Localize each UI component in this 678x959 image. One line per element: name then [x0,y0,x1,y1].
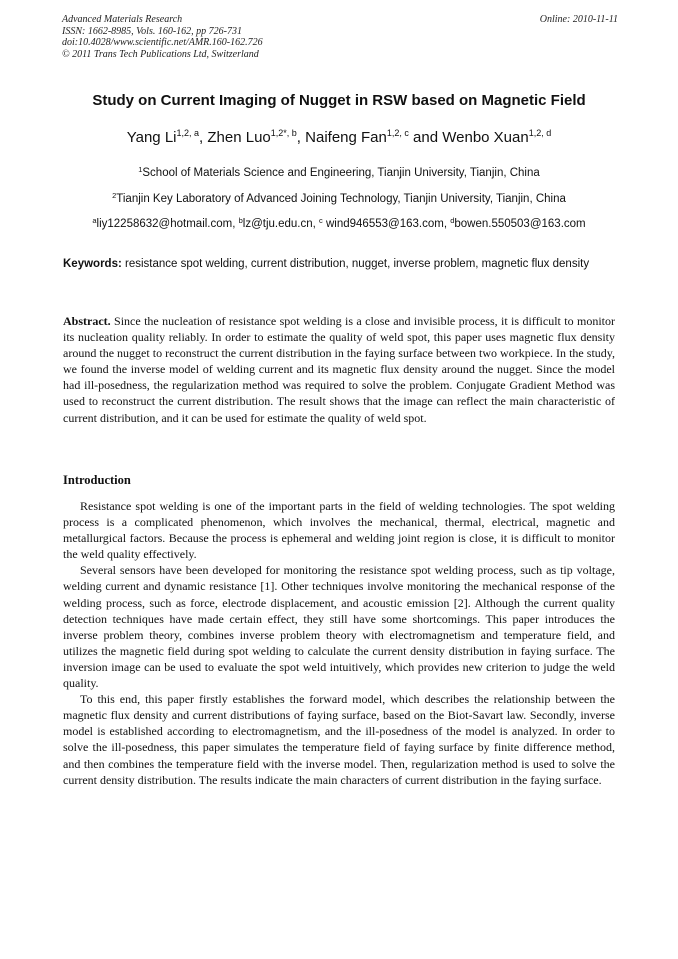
keywords-text: resistance spot welding, current distribution, nugget, inverse problem, magnetic flux density [121,258,590,270]
introduction-body [63,498,615,788]
doi-line: doi:10.4028/www.scientific.net/AMR.160-162.726 [62,37,263,48]
email-mark: b [238,216,243,225]
online-date: Online: 2010-11-11 [539,14,618,25]
email-separator: , [232,218,239,230]
email-address: liy12258632@hotmail.com [96,218,233,230]
email-address: lz@tju.edu.cn [242,218,313,230]
email-mark: a [92,216,97,225]
paragraph: To this end, this paper firstly establishes the forward model, which describes the relationship between the magnetic flux density and current distributions of faying surface, based on the Biot-Savart law. Secondly, inverse model is established according to electromagnetism, and the ill-posedness of the model is analyzed. In order to solve the ill-posedness, this paper simulates the temperature field of faying surface by finite difference method, and then combines the temperature field with the inverse model. Then, regularization method is used to solve the current density distribution. The results indicate the main characters of current distribution in the faying surface. [63,692,615,787]
paper-title: Study on Current Imaging of Nugget in RSW based on Magnetic Field [92,92,586,109]
author-affiliation-mark: 1,2, a [176,128,200,138]
author-list [20,129,658,146]
affiliation-text: School of Materials Science and Engineering, Tianjin University, Tianjin, China [142,167,540,179]
author-affiliation-mark: 1,2*, b [270,128,297,138]
journal-name: Advanced Materials Research [62,14,183,25]
publication-header [62,14,618,60]
author-affiliation-mark: 1,2, d [528,128,552,138]
email-address: wind946553@163.com [322,218,444,230]
copyright-line: © 2011 Trans Tech Publications Ltd, Switzerland [62,48,259,60]
issn-line: ISSN: 1662-8985, Vols. 160-162, pp 726-731 [62,25,242,37]
affiliation-mark: 1 [138,165,143,174]
author-emails [20,218,658,230]
keywords-label: Keywords: [63,258,122,270]
affiliation-text: Tianjin Key Laboratory of Advanced Joining Technology, Tianjin University, Tianjin, China [116,193,566,205]
email-separator: , [312,218,320,230]
section-heading-introduction: Introduction [63,473,131,487]
author-name: Wenbo Xuan [442,129,529,146]
author-affiliation-mark: 1,2, c [386,128,409,138]
author-separator: , [296,129,306,146]
abstract-text: Since the nucleation of resistance spot welding is a close and invisible process, it is difficult to monitor its nucleation quality reliably. In order to estimate the quality of weld spot, this paper uses magnetic flux density around the nugget to reconstruct the current distribution in the faying surface between two workpiece. In the study, we found the inverse model of welding current and its magnetic flux density around the nugget. Since the model had ill-posedness, the regularization method was required to solve the problem. Conjugate Gradient Method was used to reconstruct the current distribution. The result shows that the image can reflect the main characteristic of current distribution, and it can be used for estimate the quality of weld spot. [63,314,615,425]
affiliation-1 [20,167,658,179]
abstract-label: Abstract. [63,314,111,328]
email-mark: c [319,216,323,225]
affiliation-2 [20,193,658,205]
email-address: bowen.550503@163.com [454,218,586,230]
author-name: Zhen Luo [207,129,271,146]
paragraph: Resistance spot welding is one of the important parts in the field of welding technologies. The spot welding process is a complicated phenomenon, which involves the mechanical, thermal, electrical, magnetic and metallurgical factors. Because the process is ephemeral and welding joint region is close, it is difficult to monitor the weld quality effectively. [63,499,615,562]
email-separator: , [443,218,451,230]
author-name: Yang Li [126,129,177,146]
author-separator: and [408,129,443,146]
abstract [63,313,615,426]
author-separator: , [199,129,208,146]
keywords [63,256,615,272]
author-name: Naifeng Fan [305,129,387,146]
paragraph: Several sensors have been developed for monitoring the resistance spot welding process, such as tip voltage, welding current and dynamic resistance [1]. Other techniques involve monitoring the mechanical response of the welding process, such as force, electrode displacement, and acoustic emission [2]. Although the current quality detection techniques have made certain effect, they still have some shortcomings. This paper introduces the inverse problem theory, combines inverse problem theory with electromagnetism and temperature field, and utilizes the magnetic field during spot welding to calculate the current density distribution in faying surface. The inversion image can be used to evaluate the spot weld intuitively, which provides new criterion to judge the weld quality. [63,563,615,691]
affiliation-mark: 2 [112,191,117,200]
email-mark: d [450,216,455,225]
